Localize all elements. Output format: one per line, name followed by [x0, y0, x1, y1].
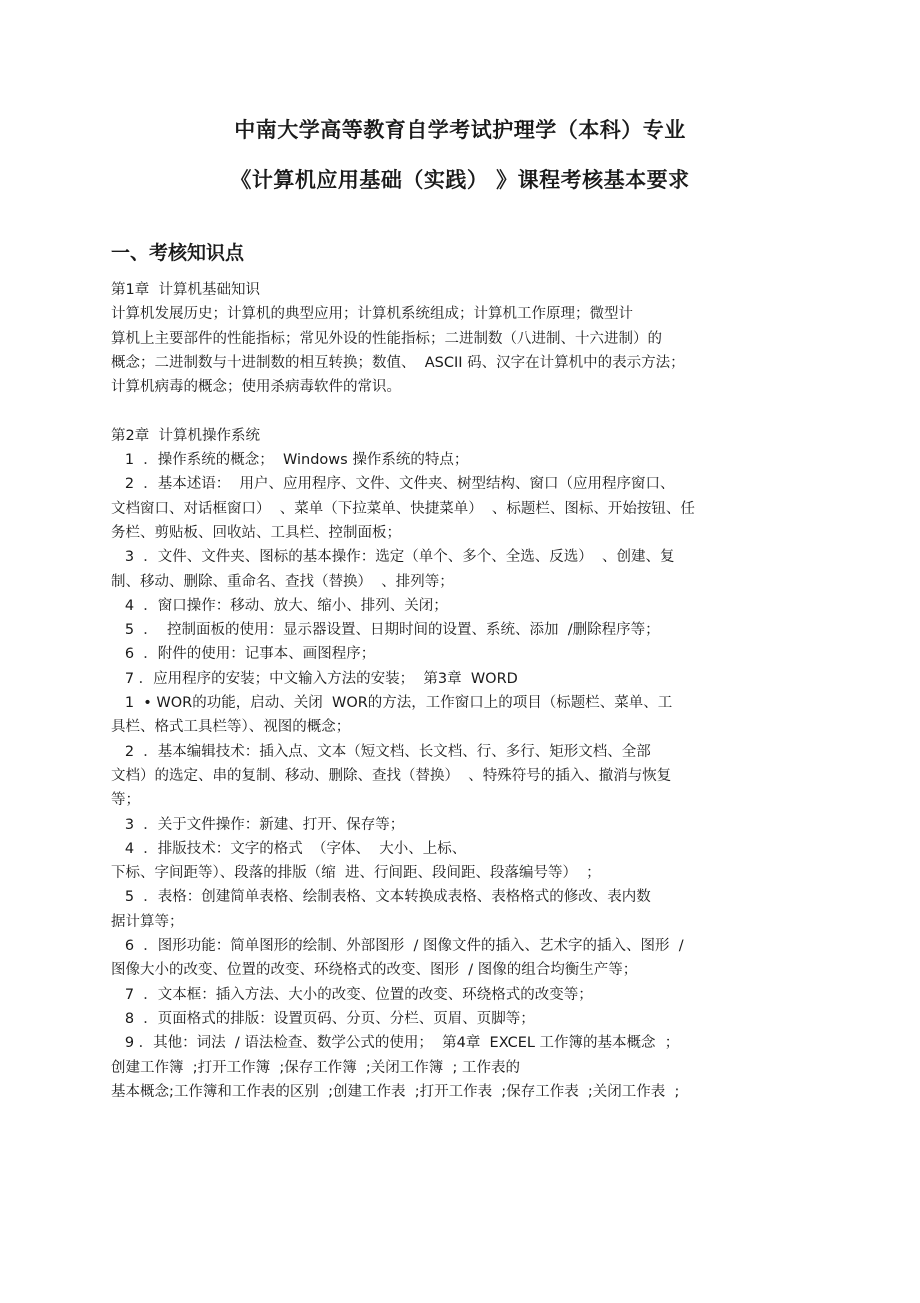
text-line: 计算机病毒的概念；使用杀病毒软件的常识。: [111, 379, 401, 396]
text-line: 2 ．基本编辑技术：插入点、文本（短文档、长文档、行、多行、矩形文档、全部: [111, 743, 651, 760]
document-title-line-2: 《计算机应用基础（实践） 》课程考核基本要求: [230, 168, 690, 192]
text-line: 图像大小的改变、位置的改变、环绕格式的改变、图形 / 图像的组合均衡生产等；: [111, 962, 638, 979]
blank-line: [111, 399, 811, 423]
text-line: 9 ．其他：词法 / 语法检查、数学公式的使用； 第4章 EXCEL 工作簿的基本概念 ；: [111, 1035, 680, 1052]
text-line: 5 ．表格：创建简单表格、绘制表格、文本转换成表格、表格格式的修改、表内数: [111, 889, 651, 906]
text-line: 等；: [111, 792, 140, 809]
text-line: 创建工作簿 ;打开工作簿 ;保存工作簿 ;关闭工作簿 ; 工作表的: [111, 1059, 521, 1076]
text-line: 制、移动、删除、重命名、查找（替换） 、排列等；: [111, 573, 454, 590]
text-line: 概念；二进制数与十进制数的相互转换；数值、 ASCII 码、汉字在计算机中的表示方法；: [111, 354, 685, 371]
text-line: 1 • WOR的功能，启动、关闭 WOR的方法，工作窗口上的项目（标题栏、菜单、工: [111, 695, 673, 712]
text-line: 计算机发展历史；计算机的典型应用；计算机系统组成；计算机工作原理；微型计: [111, 306, 633, 323]
text-line: 据计算等；: [111, 913, 184, 930]
text-line: 7 ．文本框：插入方法、大小的改变、位置的改变、环绕格式的改变等；: [111, 986, 593, 1003]
document-title-line-1: 中南大学高等教育自学考试护理学（本科）专业: [234, 118, 686, 142]
text-line: 具栏、格式工具栏等）、视图的概念；: [111, 719, 351, 736]
text-line: 第1章 计算机基础知识: [111, 282, 260, 298]
text-line: 3 ．关于文件操作：新建、打开、保存等；: [111, 816, 405, 833]
section-heading: 一、考核知识点: [111, 242, 245, 264]
text-line: 4 ．窗口操作：移动、放大、缩小、排列、关闭；: [111, 597, 448, 614]
text-line: 务栏、剪贴板、回收站、工具栏、控制面板；: [111, 524, 401, 541]
text-line: 算机上主要部件的性能指标；常见外设的性能指标；二进制数（八进制、十六进制）的: [111, 330, 662, 347]
document-body: [111, 278, 811, 1104]
text-line: 8 ．页面格式的排版：设置页码、分页、分栏、页眉、页脚等；: [111, 1010, 535, 1027]
text-line: 7 ．应用程序的安装；中文输入方法的安装； 第3章 WORD: [111, 670, 518, 687]
text-line: 4 ．排版技术：文字的格式 （字体、 大小、上标、: [111, 840, 467, 857]
text-line: 3 ．文件、文件夹、图标的基本操作：选定（单个、多个、全选、反选） 、创建、复: [111, 549, 675, 566]
text-line: 第2章 计算机操作系统: [111, 427, 260, 444]
text-line: 2 ．基本述语： 用户、应用程序、文件、文件夹、树型结构、窗口（应用程序窗口、: [111, 476, 675, 493]
text-line: 1 ．操作系统的概念； Windows 操作系统的特点；: [111, 452, 469, 469]
text-line: 文档窗口、对话框窗口） 、菜单（下拉菜单、快捷菜单） 、标题栏、图标、开始按钮、任: [111, 500, 695, 517]
text-line: 6 ．附件的使用：记事本、画图程序；: [111, 646, 376, 663]
text-line: 基本概念;工作簿和工作表的区别 ;创建工作表 ;打开工作表 ;保存工作表 ;关闭工作表 ;: [111, 1083, 680, 1100]
text-line: 6 ．图形功能：简单图形的绘制、外部图形 / 图像文件的插入、艺术字的插入、图形 /: [111, 938, 684, 955]
text-line: 5 ． 控制面板的使用：显示器设置、日期时间的设置、系统、添加 /删除程序等；: [111, 622, 660, 639]
text-line: 文档）的选定、串的复制、移动、删除、查找（替换） 、特殊符号的插入、撤消与恢复: [111, 767, 672, 784]
text-line: 下标、字间距等）、段落的排版（缩 进、行间距、段间距、段落编号等） ；: [111, 865, 601, 882]
